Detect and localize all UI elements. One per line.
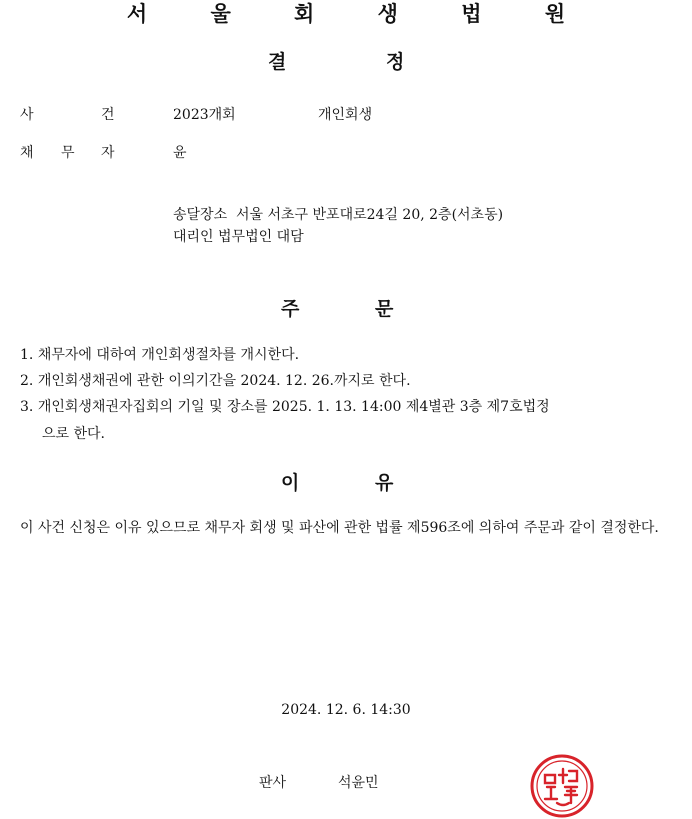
order-heading-right: 문 bbox=[375, 298, 394, 320]
decision-date: 2024. 12. 6. 14:30 bbox=[281, 702, 411, 718]
order-item-2 bbox=[20, 371, 411, 391]
doc-title-left: 결 bbox=[268, 51, 287, 73]
court-name: 서 울 회 생 법 원 bbox=[126, 2, 594, 26]
reason-text: 이 사건 신청은 이유 있으므로 채무자 회생 및 파산에 관한 법률 제596조에 의하여 주문과 같이 결정한다. bbox=[20, 520, 659, 536]
order-text: 채무자에 대하여 개인회생절차를 개시한다. bbox=[37, 347, 300, 363]
reason-heading-left: 이 bbox=[281, 472, 300, 494]
delivery-address-line bbox=[173, 205, 503, 225]
case-number: 2023개회 bbox=[173, 107, 236, 123]
debtor-name: 윤 bbox=[173, 145, 187, 161]
order-text: 개인회생채권에 관한 이의기간을 2024. 12. 26.까지로 한다. bbox=[37, 373, 411, 389]
agent-line bbox=[173, 227, 304, 247]
order-item-1 bbox=[20, 345, 299, 365]
debtor-label-char-2: 무 bbox=[61, 145, 75, 161]
debtor-label-char-3: 자 bbox=[101, 145, 115, 161]
case-label-char-2: 건 bbox=[101, 107, 115, 123]
case-label-char-1: 사 bbox=[20, 107, 34, 123]
agent-label: 대리인 bbox=[173, 229, 214, 245]
delivery-label: 송달장소 bbox=[173, 207, 228, 223]
order-item-3-continuation: 으로 한다. bbox=[42, 426, 105, 442]
debtor-label-char-1: 채 bbox=[20, 145, 34, 161]
delivery-address: 서울 서초구 반포대로24길 20, 2층(서초동) bbox=[236, 207, 504, 223]
agent-name: 법무법인 대담 bbox=[218, 229, 304, 245]
judge-seal-stamp bbox=[529, 753, 595, 819]
order-num: 1. bbox=[20, 347, 34, 363]
reason-heading-right: 유 bbox=[375, 472, 394, 494]
judge-name: 석윤민 bbox=[338, 775, 379, 791]
order-num: 2. bbox=[20, 373, 34, 389]
doc-title-right: 정 bbox=[386, 51, 405, 73]
order-heading-left: 주 bbox=[281, 298, 300, 320]
order-text: 개인회생채권자집회의 기일 및 장소를 2025. 1. 13. 14:00 제4별관 3층 제7호법정 bbox=[37, 399, 550, 415]
case-type: 개인회생 bbox=[318, 107, 373, 123]
judge-title: 판사 bbox=[259, 775, 287, 791]
order-num: 3. bbox=[20, 399, 34, 415]
order-item-3 bbox=[20, 397, 550, 417]
